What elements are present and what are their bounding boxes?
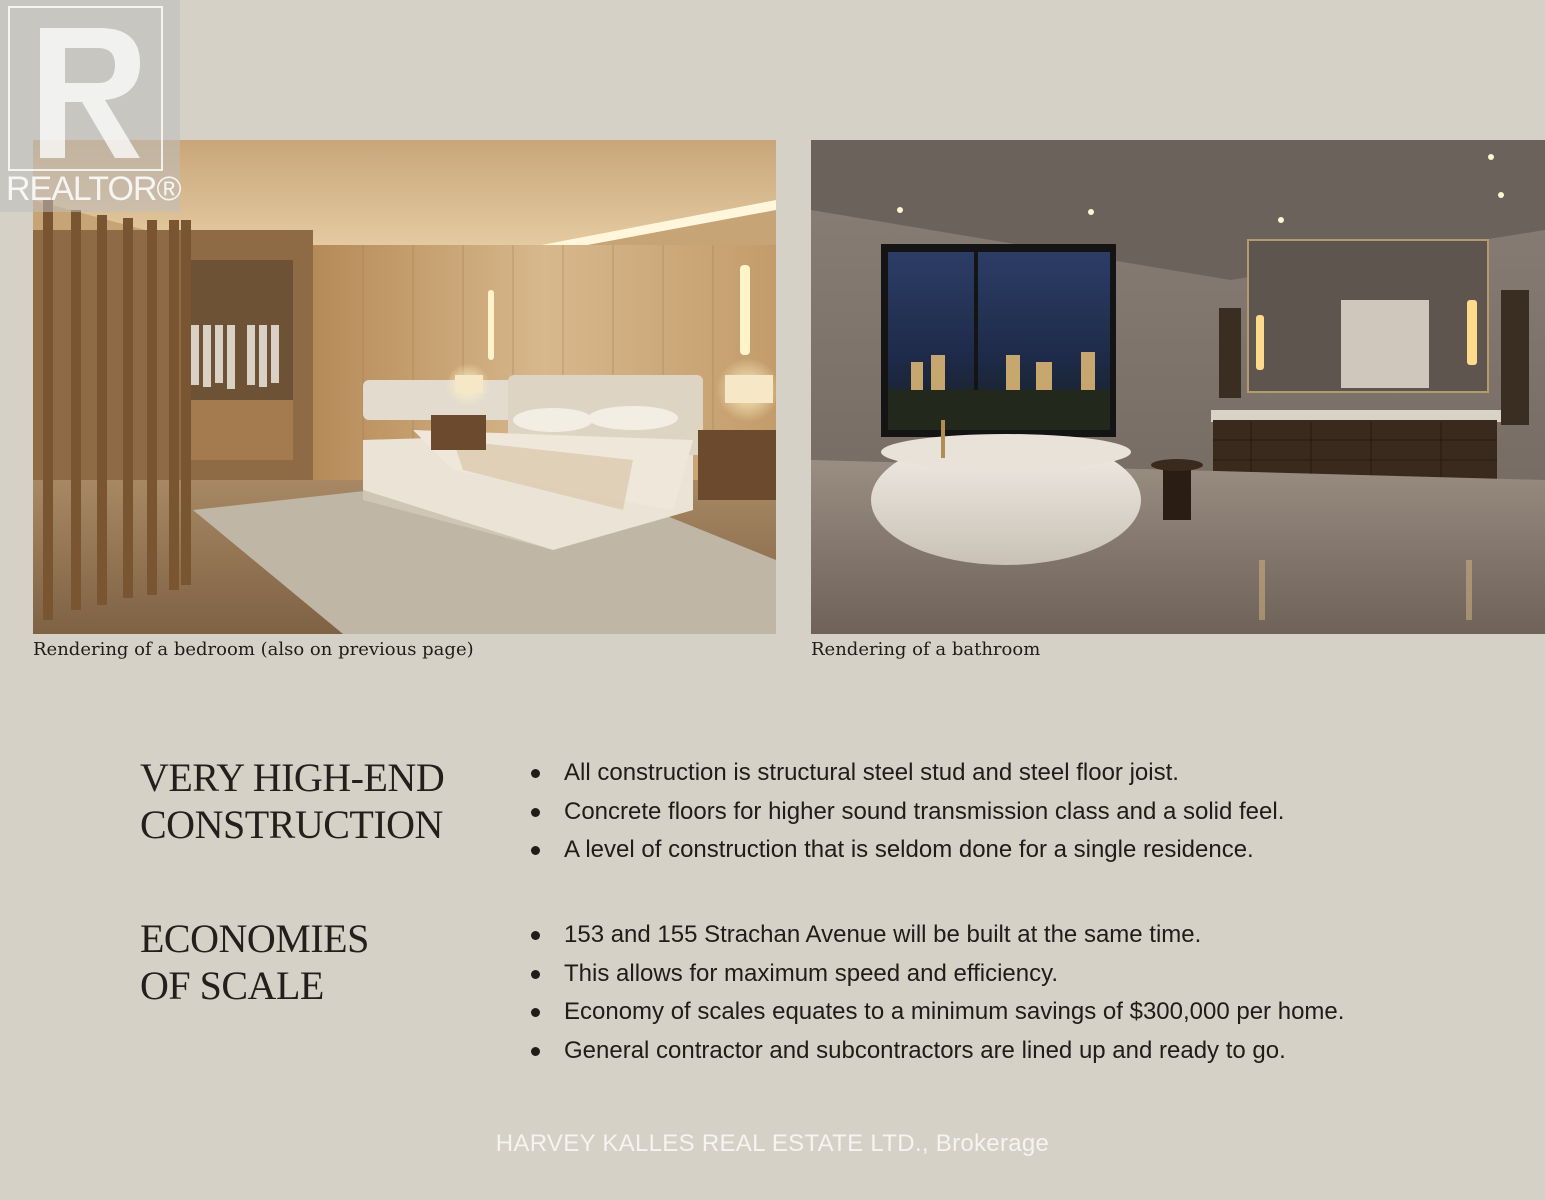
- construction-heading-line1: VERY HIGH-END: [140, 755, 445, 800]
- bedroom-rendering-image: [33, 140, 776, 634]
- bullet-icon: [531, 808, 540, 817]
- bullet-icon: [531, 769, 540, 778]
- economies-bullet-list: [530, 916, 1344, 1070]
- realtor-logo: [0, 0, 180, 212]
- realtor-wordmark: REALTOR®: [6, 170, 181, 208]
- bullet-icon: [531, 970, 540, 979]
- list-item-text: All construction is structural steel stud and steel floor joist.: [564, 759, 1179, 786]
- list-item: [530, 1032, 1344, 1071]
- list-item: [530, 916, 1344, 955]
- list-item: [530, 831, 1284, 870]
- list-item-text: General contractor and subcontractors are lined up and ready to go.: [564, 1036, 1286, 1064]
- bullet-icon: [531, 846, 540, 855]
- bathroom-caption: Rendering of a bathroom: [811, 639, 1041, 660]
- list-item-text: Concrete floors for higher sound transmission class and a solid feel.: [564, 797, 1285, 825]
- construction-bullet-list: [530, 754, 1284, 870]
- economies-heading-line2: OF SCALE: [140, 963, 324, 1008]
- list-item-text: Economy of scales equates to a minimum savings of $300,000 per home.: [564, 998, 1345, 1025]
- economies-heading-line1: ECONOMIES: [140, 916, 369, 961]
- bedroom-caption: Rendering of a bedroom (also on previous page): [33, 639, 474, 660]
- bullet-icon: [531, 931, 540, 940]
- list-item: [530, 955, 1344, 994]
- list-item: [530, 754, 1284, 793]
- bullet-icon: [531, 1047, 540, 1056]
- bathroom-rendering-image: [811, 140, 1545, 634]
- bullet-icon: [531, 1008, 540, 1017]
- list-item: [530, 793, 1284, 832]
- realtor-r-icon: [8, 6, 163, 171]
- construction-heading-line2: CONSTRUCTION: [140, 802, 443, 847]
- list-item: [530, 993, 1344, 1032]
- list-item-text: This allows for maximum speed and efficiency.: [564, 959, 1058, 987]
- brokerage-watermark: HARVEY KALLES REAL ESTATE LTD., Brokerage: [495, 1130, 1050, 1157]
- list-item-text: 153 and 155 Strachan Avenue will be built at the same time.: [564, 921, 1202, 948]
- list-item-text: A level of construction that is seldom done for a single residence.: [564, 836, 1254, 863]
- economies-heading: [140, 915, 369, 1009]
- construction-heading: [140, 754, 444, 848]
